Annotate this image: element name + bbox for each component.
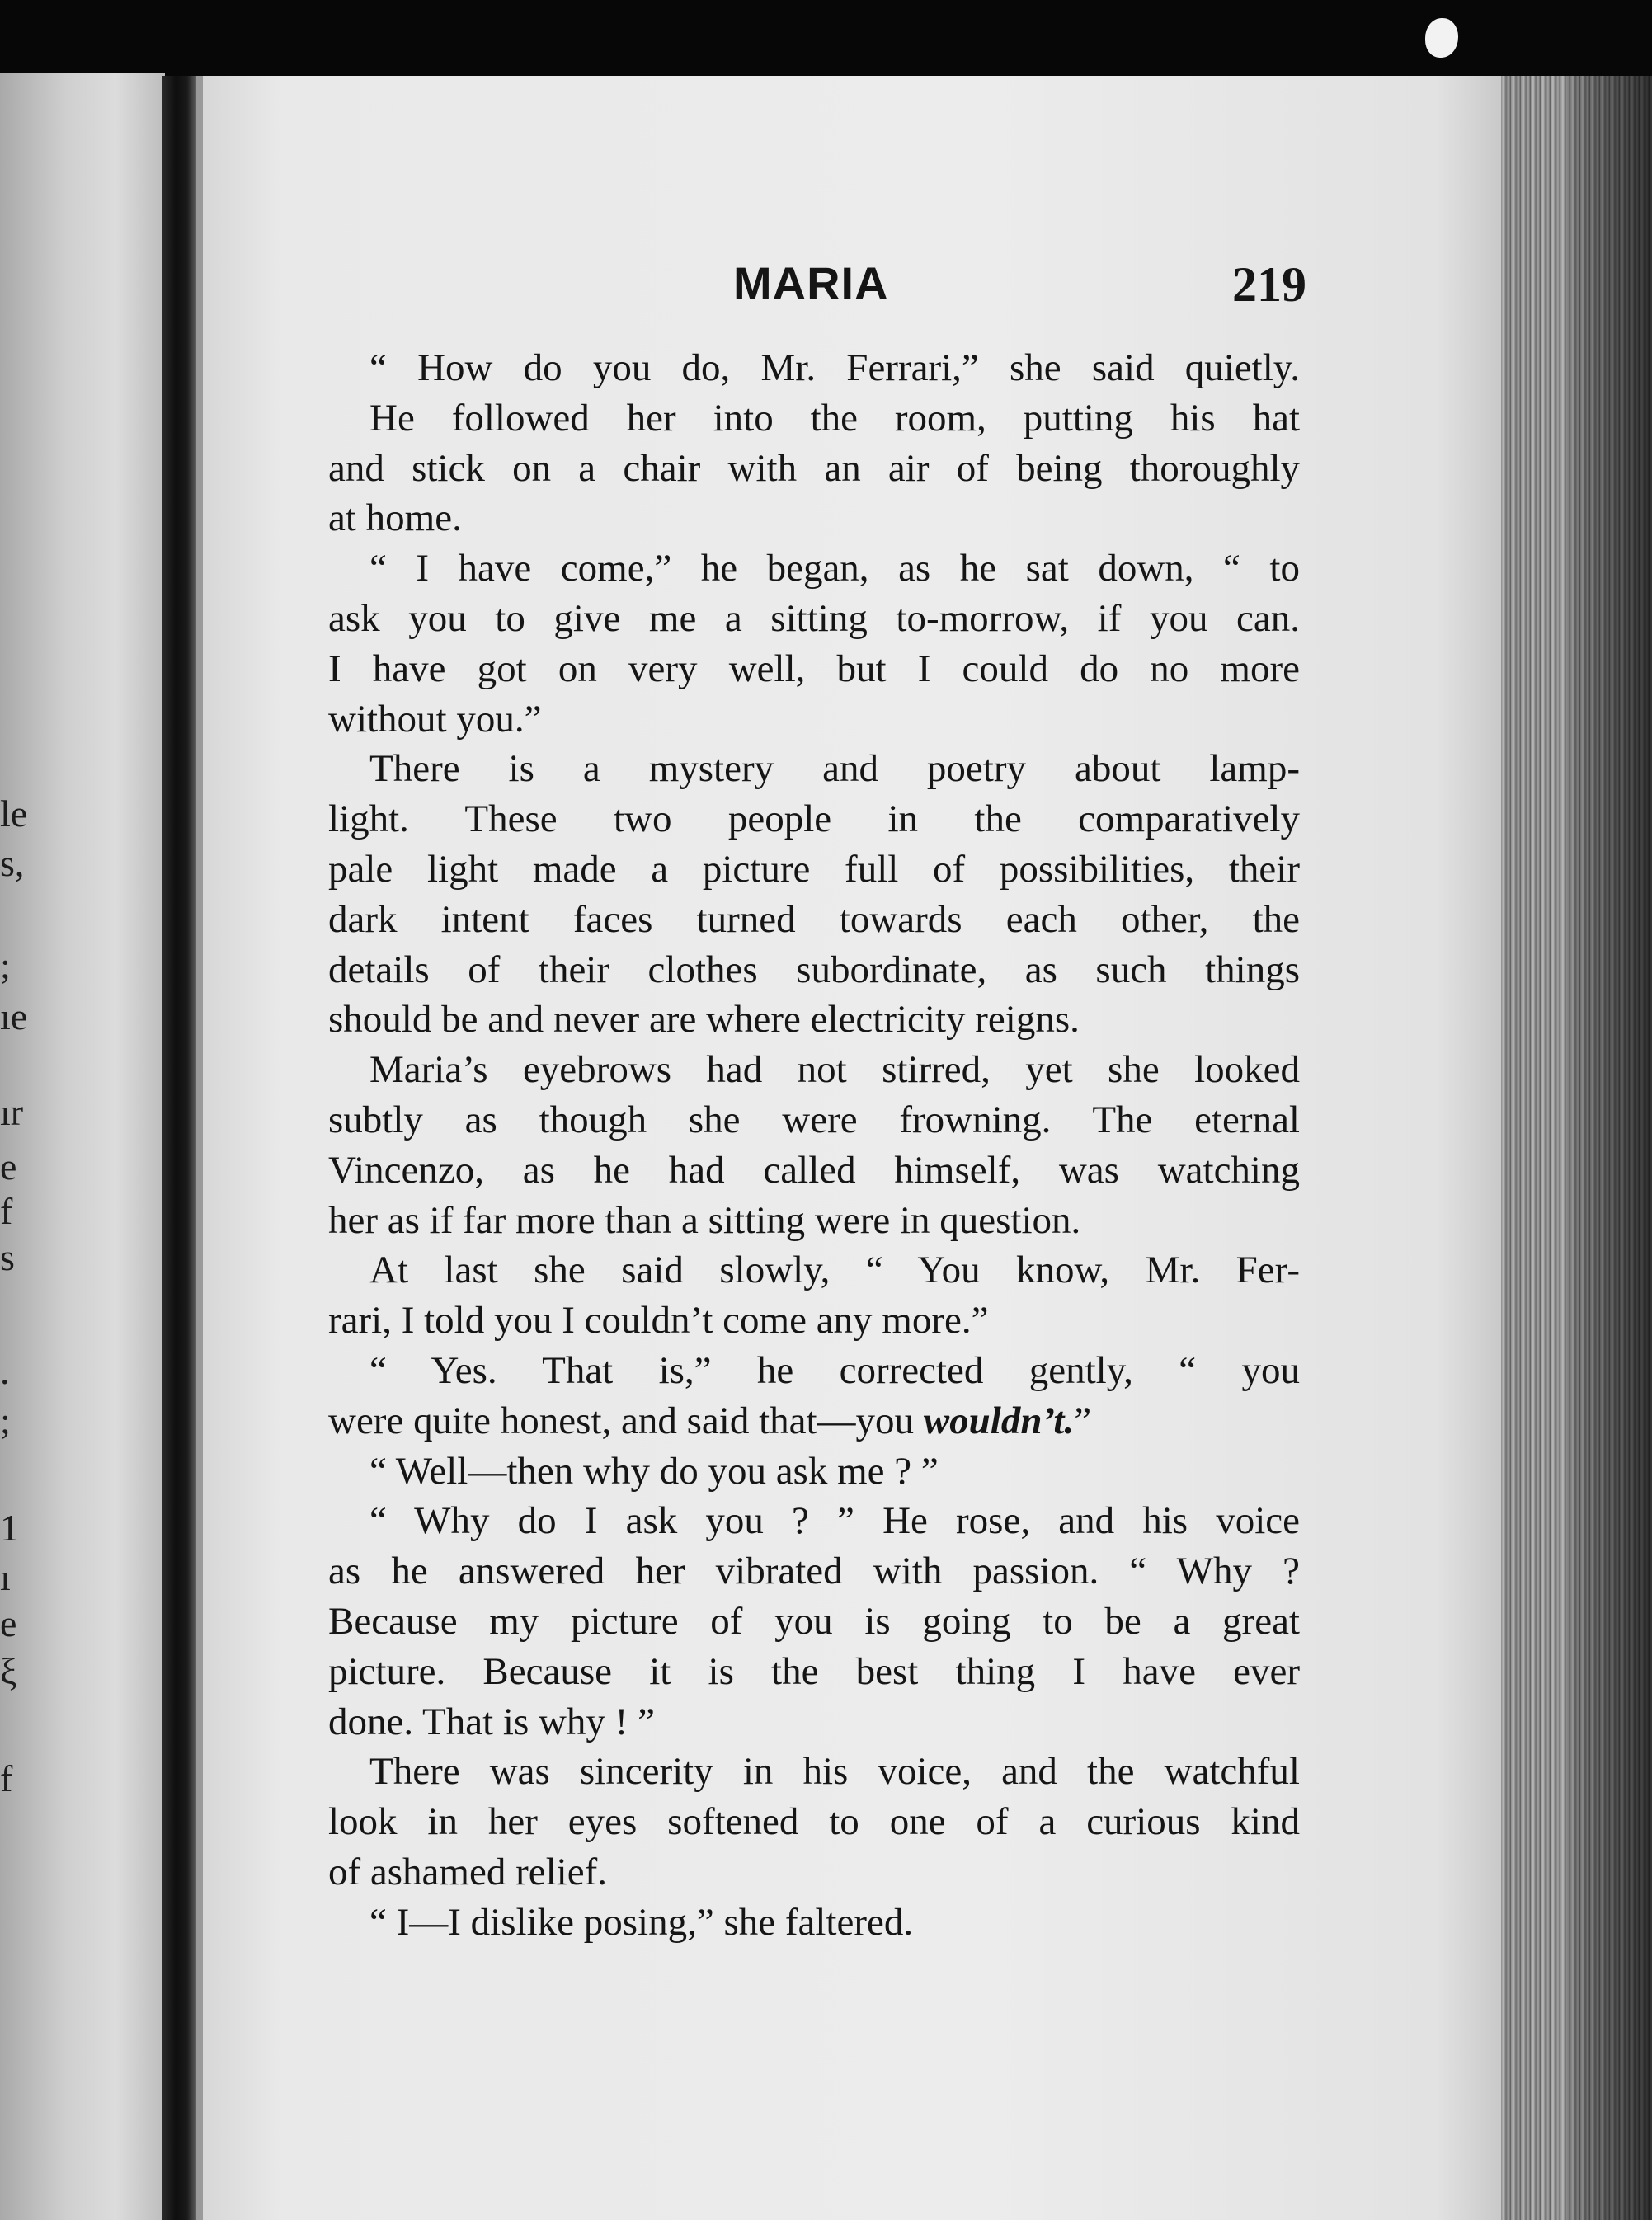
left-page-text-fragments [0, 0, 49, 2220]
text-line-main: “ Well—then why do you ask me ? ” [369, 1449, 939, 1493]
text-line [328, 1446, 1300, 1497]
left-page-fragment: s, [0, 842, 25, 884]
left-page-fragment: f [0, 1190, 13, 1232]
text-line-main: at home. [328, 496, 462, 540]
running-header [203, 252, 1501, 317]
text-line-main: as he answered her vibrated with passion. “ Why ? [328, 1550, 1300, 1593]
text-line [328, 543, 1300, 594]
left-page-fragment: 1 [0, 1507, 19, 1549]
text-line [328, 1095, 1300, 1145]
text-line-tail: ” [1074, 1399, 1092, 1442]
text-line [328, 1697, 1300, 1747]
text-line-main: rari, I told you I couldn’t come any more.” [328, 1299, 989, 1343]
text-line-main: dark intent faces turned towards each other, the [328, 897, 1300, 941]
text-line [328, 1647, 1300, 1697]
text-line [328, 794, 1300, 844]
text-line-main: ask you to give me a sitting to-morrow, if you can. [328, 596, 1300, 640]
text-line-main: look in her eyes softened to one of a curious kind [328, 1800, 1300, 1844]
text-line [328, 1546, 1300, 1597]
text-line [328, 1847, 1300, 1898]
left-page-fragment: ı [0, 1556, 11, 1598]
text-line-main: were quite honest, and said that—you [328, 1399, 924, 1442]
text-line [328, 644, 1300, 694]
text-line-main: I have got on very well, but I could do no more [328, 647, 1300, 690]
text-line [328, 895, 1300, 945]
text-line [328, 844, 1300, 895]
left-page-fragment: ır [0, 1091, 24, 1133]
text-line-main: Maria’s eyebrows had not stirred, yet she looked [369, 1048, 1300, 1092]
text-line-main: pale light made a picture full of possibilities, their [328, 847, 1300, 891]
text-line-main: There is a mystery and poetry about lamp- [369, 747, 1300, 791]
text-line-main: picture. Because it is the best thing I have ever [328, 1649, 1300, 1693]
text-line-main: without you.” [328, 697, 542, 741]
text-line-main: He followed her into the room, putting his hat [369, 396, 1300, 440]
text-line-main: should be and never are where electricity reigns. [328, 998, 1080, 1042]
text-line-main: details of their clothes subordinate, as such things [328, 948, 1300, 991]
left-page-fragment: le [0, 793, 28, 835]
text-line [328, 1597, 1300, 1647]
text-line-main: her as if far more than a sitting were in question. [328, 1198, 1081, 1242]
book-gutter [162, 76, 198, 2220]
text-line-main: “ How do you do, Mr. Ferrari,” she said quietly. [369, 346, 1300, 389]
text-line-main: Vincenzo, as he had called himself, was watching [328, 1148, 1300, 1192]
text-line [328, 343, 1300, 393]
text-line-italic: wouldn’t. [923, 1399, 1075, 1442]
text-line [328, 1045, 1300, 1095]
text-line [328, 493, 1300, 543]
text-line-main: and stick on a chair with an air of being thoroughly [328, 446, 1300, 490]
left-page-fragment: ξ [0, 1650, 17, 1692]
text-line-main: At last she said slowly, “ You know, Mr. Fer- [369, 1249, 1300, 1292]
left-page-fragment: ıe [0, 995, 28, 1037]
text-line [328, 1797, 1300, 1847]
left-page-fragment: ; [0, 944, 11, 986]
text-line [328, 444, 1300, 494]
text-line [328, 594, 1300, 644]
page-edges-shadow [1567, 76, 1652, 2220]
text-line-main: “ Yes. That is,” he corrected gently, “ you [369, 1348, 1300, 1392]
text-line [328, 393, 1300, 444]
running-head-title: MARIA [733, 257, 889, 309]
text-line [328, 1346, 1300, 1396]
text-line [328, 1196, 1300, 1246]
left-page-fragment: f [0, 1757, 13, 1799]
text-line [328, 694, 1300, 745]
text-line-main: “ I—I dislike posing,” she faltered. [369, 1900, 914, 1944]
page-number: 219 [1232, 257, 1306, 312]
text-line-main: done. That is why ! ” [328, 1700, 655, 1743]
text-line [328, 1496, 1300, 1546]
text-line-main: “ I have come,” he began, as he sat down, “ to [369, 547, 1300, 590]
left-page-fragment: e [0, 1145, 17, 1188]
text-line-main: of ashamed relief. [328, 1850, 607, 1893]
text-line-main: “ Why do I ask you ? ” He rose, and his voice [369, 1499, 1300, 1543]
text-line-main: Because my picture of you is going to be a great [328, 1599, 1300, 1643]
text-line [328, 1396, 1300, 1446]
text-line-main: light. These two people in the comparatively [328, 797, 1300, 841]
left-page-fragment: ; [0, 1399, 11, 1442]
text-line-main: subtly as though she were frowning. The eternal [328, 1098, 1300, 1141]
text-line [328, 1145, 1300, 1196]
text-line [328, 995, 1300, 1045]
text-line [328, 744, 1300, 794]
text-line [328, 1296, 1300, 1346]
text-line [328, 1245, 1300, 1296]
text-line-main: There was sincerity in his voice, and the watchful [369, 1750, 1300, 1794]
scan-top-border [0, 0, 1652, 76]
left-page-fragment: e [0, 1602, 17, 1644]
left-page-fragment: . [0, 1350, 10, 1392]
left-page-fragment: s [0, 1236, 15, 1278]
text-line [328, 1747, 1300, 1797]
text-line [328, 945, 1300, 995]
body-text [328, 343, 1300, 1948]
text-line [328, 1898, 1300, 1948]
